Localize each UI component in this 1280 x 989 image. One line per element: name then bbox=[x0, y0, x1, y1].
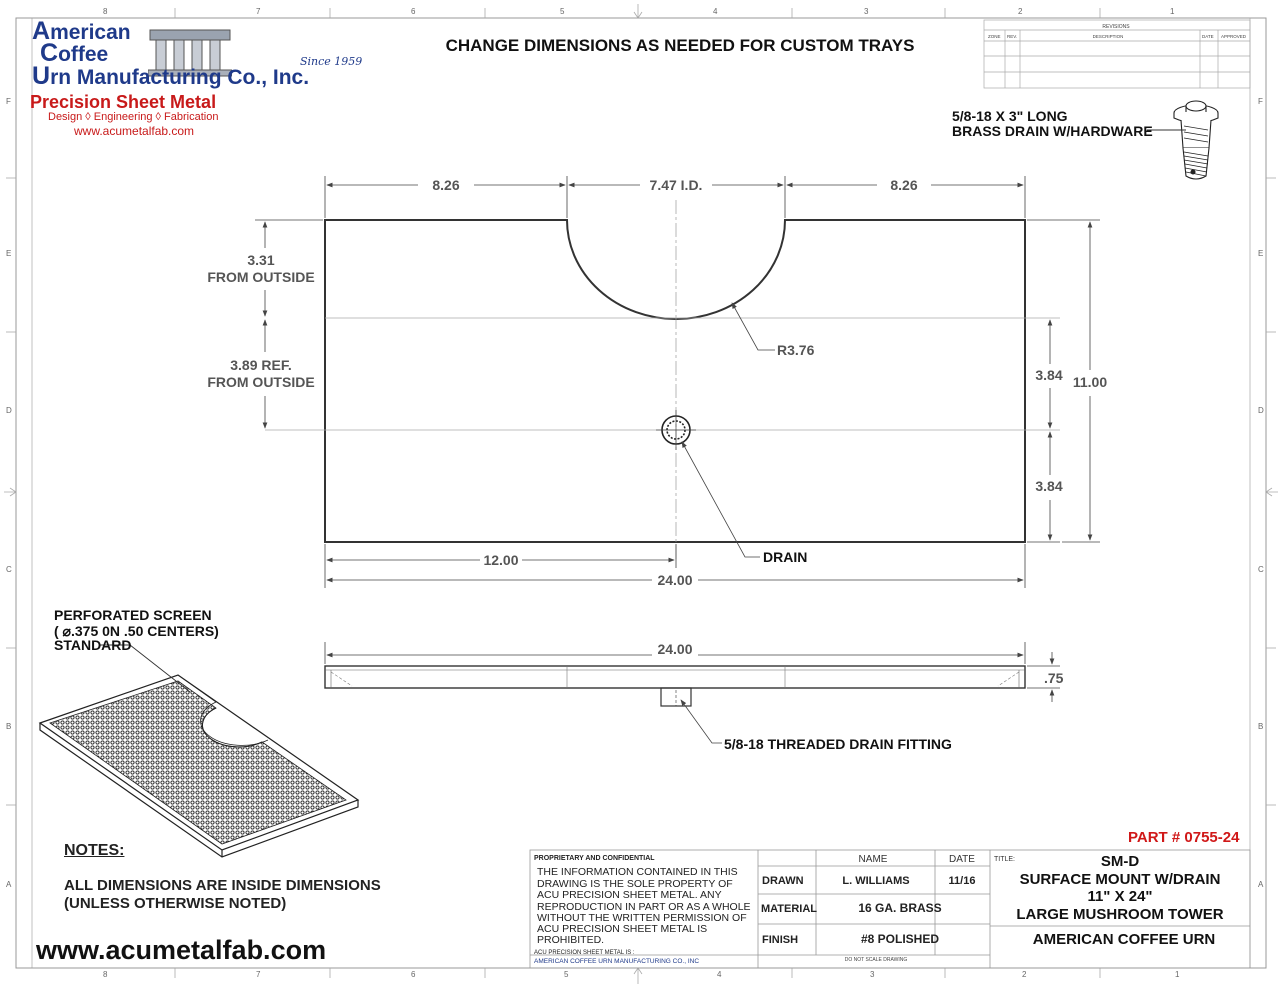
zone-label: 1 bbox=[1170, 7, 1175, 16]
zone-label: B bbox=[1258, 722, 1264, 731]
dim-tray-depth: .75 bbox=[1044, 670, 1064, 686]
screen-label-line2: ( ⌀.375 0N .50 CENTERS) bbox=[54, 623, 219, 639]
revisions-col-zone: ZONE bbox=[988, 34, 1001, 39]
dim-drain-top: 3.84 bbox=[1035, 367, 1063, 383]
notes-line-2: (UNLESS OTHERWISE NOTED) bbox=[64, 895, 287, 912]
centering-marks bbox=[4, 4, 1278, 984]
zone-label: C bbox=[1258, 565, 1264, 574]
zone-label: D bbox=[6, 406, 12, 415]
zone-label: F bbox=[1258, 97, 1263, 106]
zone-label: E bbox=[6, 249, 12, 258]
drain-fitting-label: 5/8-18 THREADED DRAIN FITTING bbox=[724, 736, 952, 752]
dim-side-width: 24.00 bbox=[657, 641, 693, 657]
screen-leader bbox=[130, 645, 190, 692]
tray-outline bbox=[325, 220, 1025, 542]
finish-label: FINISH bbox=[762, 934, 799, 946]
zone-label: A bbox=[6, 880, 12, 889]
logo-cap-u: U bbox=[32, 62, 51, 90]
acu-note: ACU PRECISION SHEET METAL IS : bbox=[534, 950, 635, 956]
zone-label: 5 bbox=[560, 7, 565, 16]
zone-label: E bbox=[1258, 249, 1264, 258]
proprietary-line: DRAWING IS THE SOLE PROPERTY OF bbox=[537, 878, 733, 890]
scale-note: DO NOT SCALE DRAWING bbox=[844, 957, 908, 963]
zone-label: F bbox=[6, 97, 11, 106]
screen-label-line1: PERFORATED SCREEN bbox=[54, 607, 212, 623]
dim-drain-bottom: 3.84 bbox=[1035, 478, 1063, 494]
dim-cutout-depth-note: FROM OUTSIDE bbox=[207, 269, 315, 285]
drain-label: DRAIN bbox=[763, 549, 808, 565]
logo-services: Design ◊ Engineering ◊ Fabrication bbox=[48, 111, 219, 123]
zone-label: 1 bbox=[1175, 970, 1180, 979]
zone-label: 2 bbox=[1022, 970, 1027, 979]
title-label: TITLE: bbox=[994, 856, 1016, 863]
date-column-header: DATE bbox=[949, 854, 975, 865]
logo-text-american: merican bbox=[50, 21, 131, 44]
logo-cap-c: C bbox=[40, 39, 59, 67]
zone-label: D bbox=[1258, 406, 1264, 415]
dim-radius: R3.76 bbox=[777, 342, 815, 358]
logo-tagline: Precision Sheet Metal bbox=[30, 92, 217, 112]
proprietary-line: PROHIBITED. bbox=[537, 934, 605, 946]
drain-hardware-line2: BRASS DRAIN W/HARDWARE bbox=[952, 123, 1153, 139]
zone-label: C bbox=[6, 565, 12, 574]
dim-half-width: 12.00 bbox=[483, 552, 519, 568]
notes-heading: NOTES: bbox=[64, 842, 125, 859]
dim-inner-diameter: 7.47 I.D. bbox=[649, 177, 703, 193]
zone-label: 7 bbox=[256, 7, 261, 16]
zone-label: 3 bbox=[864, 7, 869, 16]
drawing-title-line4: LARGE MUSHROOM TOWER bbox=[1016, 906, 1224, 923]
drawn-label: DRAWN bbox=[762, 875, 804, 887]
drawing-title-line3: 11" X 24" bbox=[1087, 888, 1153, 905]
dim-left-width: 8.26 bbox=[432, 177, 460, 193]
revisions-col-approved: APPROVED bbox=[1221, 34, 1247, 39]
drawing-main-title: CHANGE DIMENSIONS AS NEEDED FOR CUSTOM TRAYS bbox=[445, 36, 915, 55]
name-column-header: NAME bbox=[858, 854, 888, 865]
zone-label: A bbox=[1258, 880, 1264, 889]
revisions-header: REVISIONS bbox=[1102, 24, 1130, 30]
tray-side-view bbox=[325, 666, 1025, 706]
zone-label: 8 bbox=[103, 970, 108, 979]
zone-label: 6 bbox=[411, 7, 416, 16]
dim-ref: 3.89 REF. bbox=[230, 357, 292, 373]
zone-label: 5 bbox=[564, 970, 569, 979]
zone-label: B bbox=[6, 722, 12, 731]
zone-label: 4 bbox=[717, 970, 722, 979]
zone-label: 4 bbox=[713, 7, 718, 16]
side-view-dimensions bbox=[325, 642, 1060, 743]
perforated-screen-iso bbox=[40, 675, 358, 857]
zone-labels-top bbox=[103, 7, 1175, 16]
company-name: AMERICAN COFFEE URN bbox=[1032, 931, 1216, 948]
footer-website[interactable]: www.acumetalfab.com bbox=[36, 935, 327, 965]
revisions-col-rev: REV. bbox=[1007, 34, 1018, 39]
proprietary-line: WITHOUT THE WRITTEN PERMISSION OF bbox=[537, 912, 747, 924]
zone-label: 6 bbox=[411, 970, 416, 979]
proprietary-line: ACU PRECISION SHEET METAL IS bbox=[537, 923, 708, 935]
part-number: PART # 0755-24 bbox=[1128, 829, 1240, 846]
acu-company: AMERICAN COFFEE URN MANUFACTURING CO., INC bbox=[534, 958, 700, 965]
logo-since: Since 1959 bbox=[300, 55, 363, 68]
proprietary-line: REPRODUCTION IN PART OR AS A WHOLE bbox=[537, 901, 751, 913]
drawing-title-line2: SURFACE MOUNT W/DRAIN bbox=[1019, 871, 1221, 888]
zone-label: 3 bbox=[870, 970, 875, 979]
proprietary-text bbox=[537, 866, 751, 946]
zone-label: 8 bbox=[103, 7, 108, 16]
logo-text-coffee: offee bbox=[58, 43, 109, 66]
brass-drain-icon bbox=[1174, 101, 1218, 179]
proprietary-line: THE INFORMATION CONTAINED IN THIS bbox=[537, 866, 738, 878]
revisions-col-description: DESCRIPTION bbox=[1092, 34, 1124, 39]
dim-right-width: 8.26 bbox=[890, 177, 918, 193]
zone-labels-left bbox=[6, 97, 12, 889]
dim-ref-note: FROM OUTSIDE bbox=[207, 374, 315, 390]
dim-cutout-depth: 3.31 bbox=[247, 252, 275, 268]
proprietary-heading: PROPRIETARY AND CONFIDENTIAL bbox=[534, 855, 655, 862]
material-value: 16 GA. BRASS bbox=[858, 901, 942, 915]
zone-labels-bottom bbox=[103, 970, 1180, 979]
drain-hardware-line1: 5/8-18 X 3" LONG bbox=[952, 108, 1068, 124]
dim-tray-width: 24.00 bbox=[657, 572, 693, 588]
zone-label: 7 bbox=[256, 970, 261, 979]
dim-tray-height: 11.00 bbox=[1072, 374, 1108, 390]
logo-cap-a: A bbox=[32, 17, 51, 45]
drawn-name: L. WILLIAMS bbox=[842, 875, 910, 887]
logo-text-urn: rn Manufacturing Co., Inc. bbox=[50, 66, 310, 89]
zone-label: 2 bbox=[1018, 7, 1023, 16]
material-label: MATERIAL bbox=[761, 903, 818, 915]
logo-line-3 bbox=[32, 62, 310, 90]
zone-labels-right bbox=[1258, 97, 1264, 889]
tray-top-view bbox=[265, 200, 1063, 560]
top-view-dimensions bbox=[255, 176, 1100, 588]
finish-value: #8 POLISHED bbox=[860, 932, 940, 946]
revisions-col-date: DATE bbox=[1202, 34, 1214, 39]
drawing-title-line1: SM-D bbox=[1100, 853, 1140, 870]
notes-line-1: ALL DIMENSIONS ARE INSIDE DIMENSIONS bbox=[64, 877, 381, 894]
screen-label-line3: STANDARD bbox=[54, 637, 132, 653]
logo-url: www.acumetalfab.com bbox=[74, 124, 195, 138]
proprietary-line: ACU PRECISION SHEET METAL. ANY bbox=[537, 889, 722, 901]
drawn-date: 11/16 bbox=[948, 875, 976, 887]
